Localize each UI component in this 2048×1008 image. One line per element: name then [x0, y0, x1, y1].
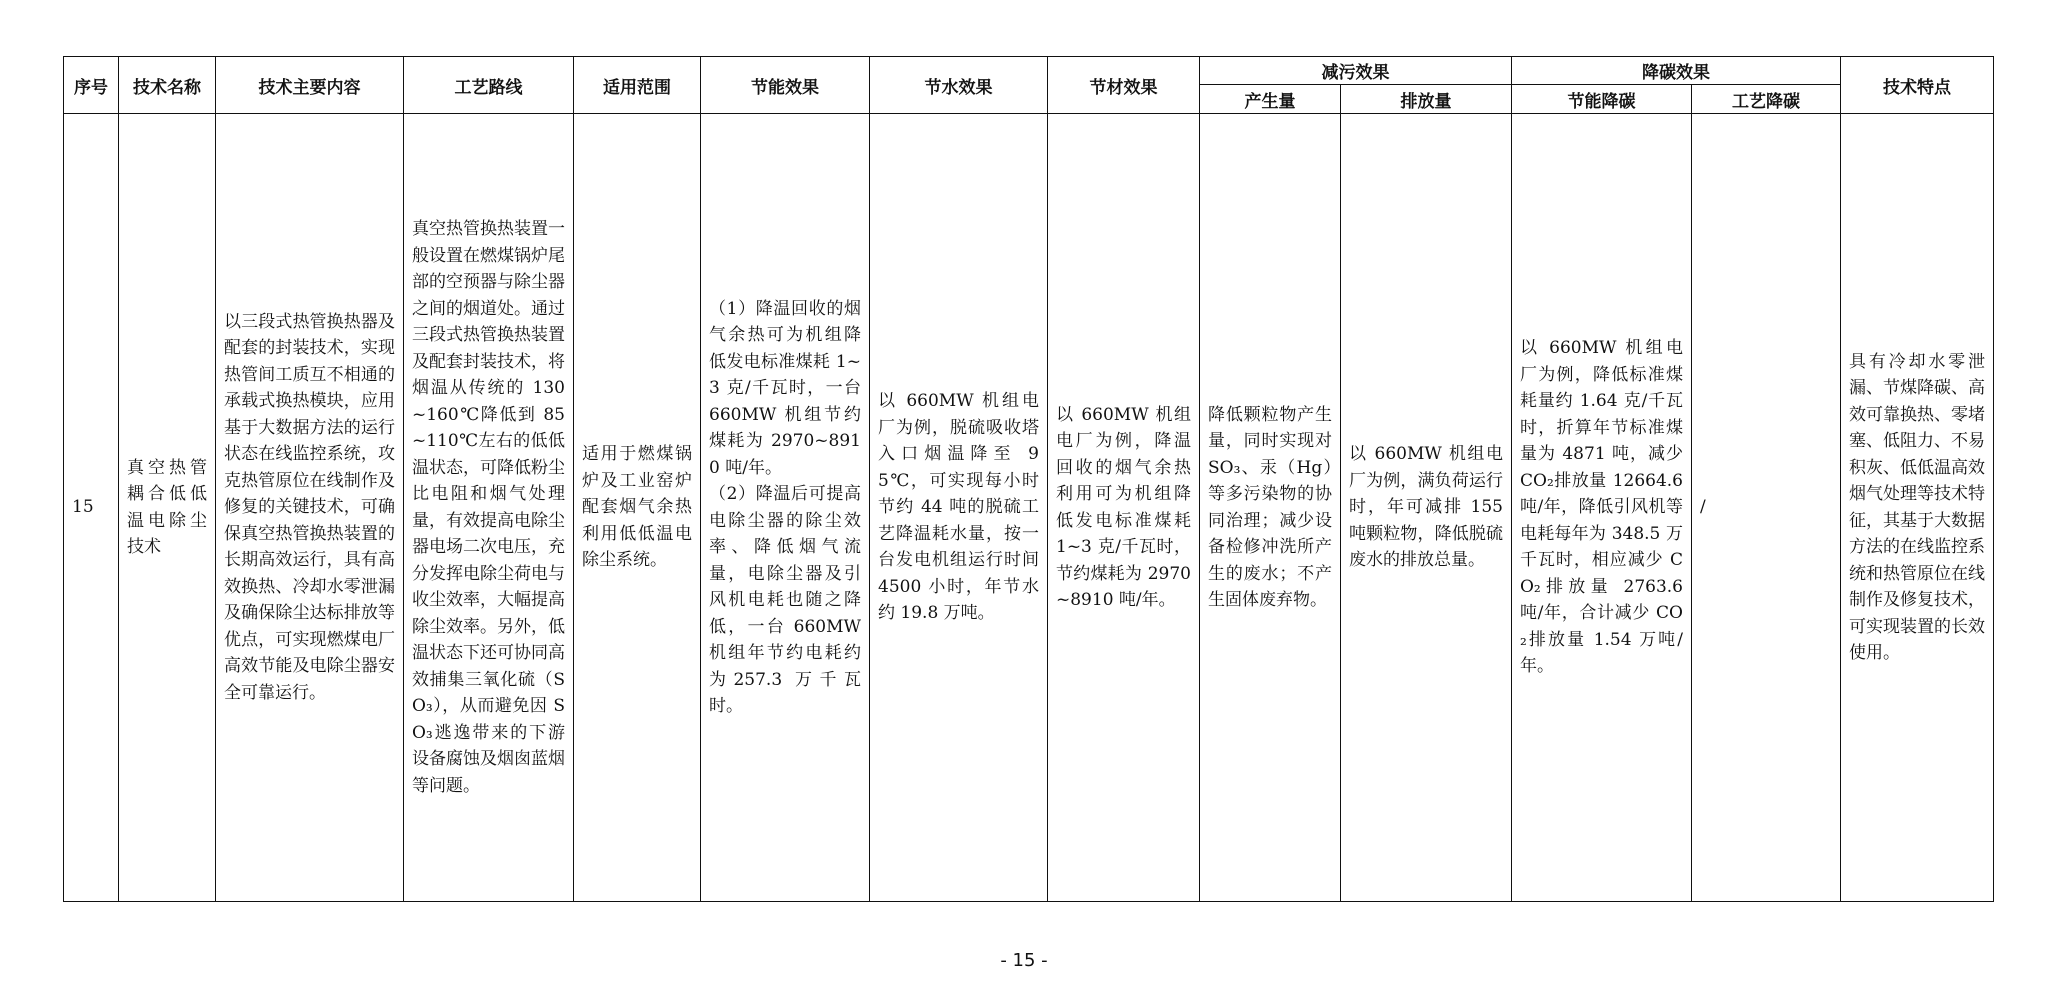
header-carbon-energy: 节能降碳 — [1512, 85, 1692, 114]
energy-saving-paragraph-1: （1）降温回收的烟气余热可为机组降低发电标准煤耗 1~3 克/千瓦时，一台 660MW 机组节约煤耗为 2970~8910 吨/年。 — [709, 298, 861, 478]
cell-carbon-energy: 以 660MW 机组电厂为例，降低标准煤耗量约 1.64 克/千瓦时，折算年节标准煤量为 4871 吨，减少 CO₂排放量 12664.6 吨/年，降低引风机等电耗每年为 348.5 万千瓦时，相应减少 CO₂排放量 2763.6 吨/年，合计减少 CO₂排放量 1.54 万吨/年。 — [1512, 114, 1692, 902]
cell-process-route: 真空热管换热装置一般设置在燃煤锅炉尾部的空预器与除尘器之间的烟道处。通过三段式热管换热装置及配套封装技术，将烟温从传统的 130~160℃降低到 85~110℃左右的低低温状态，可降低粉尘比电阻和烟气处理量，有效提高电除尘器电场二次电压，充分发挥电除尘荷电与收尘效率，大幅提高除尘效率。另外，低温状态下还可协同高效捕集三氧化硫（SO₃），从而避免因 SO₃逃逸带来的下游设备腐蚀及烟囱蓝烟等问题。 — [404, 114, 574, 902]
cell-material-saving: 以 660MW 机组电厂为例，降温回收的烟气余热利用可为机组降低发电标准煤耗 1~3 克/千瓦时，节约煤耗为 2970~8910 吨/年。 — [1048, 114, 1200, 902]
header-carbon-reduction: 降碳效果 — [1512, 57, 1841, 85]
header-tech-name: 技术名称 — [119, 57, 216, 114]
header-carbon-process: 工艺降碳 — [1692, 85, 1841, 114]
header-features: 技术特点 — [1841, 57, 1994, 114]
page-number: - 15 - — [1000, 950, 1048, 971]
header-process-route: 工艺路线 — [404, 57, 574, 114]
energy-saving-paragraph-2: （2）降温后可提高电除尘器的除尘效率、降低烟气流量，电除尘器及引风机电耗也随之降低，一台 660MW 机组年节约电耗约为257.3 万千瓦时。 — [709, 484, 861, 716]
cell-pollution-generated: 降低颗粒物产生量，同时实现对 SO₃、汞（Hg）等多污染物的协同治理；减少设备检修冲洗所产生的废水；不产生固体废弃物。 — [1200, 114, 1341, 902]
header-material-saving: 节材效果 — [1048, 57, 1200, 114]
cell-main-content: 以三段式热管换热器及配套的封装技术，实现热管间工质互不相通的承载式换热模块，应用基于大数据方法的运行状态在线监控系统，攻克热管原位在线制作及修复的关键技术，可确保真空热管换热装置的长期高效运行，具有高效换热、冷却水零泄漏及确保除尘达标排放等优点，可实现燃煤电厂高效节能及电除尘器安全可靠运行。 — [216, 114, 404, 902]
header-serial: 序号 — [64, 57, 119, 114]
cell-energy-saving — [701, 114, 870, 902]
table-row — [64, 114, 1994, 902]
header-pollution-generated: 产生量 — [1200, 85, 1341, 114]
cell-water-saving: 以 660MW 机组电厂为例，脱硫吸收塔入口烟温降至 95℃，可实现每小时节约 44 吨的脱硫工艺降温耗水量，按一台发电机组运行时间 4500 小时，年节水约 19.8 万吨。 — [870, 114, 1048, 902]
header-pollution-emission: 排放量 — [1341, 85, 1512, 114]
cell-scope: 适用于燃煤锅炉及工业窑炉配套烟气余热利用低低温电除尘系统。 — [574, 114, 701, 902]
header-scope: 适用范围 — [574, 57, 701, 114]
cell-tech-name: 真空热管耦合低低温电除尘技术 — [119, 114, 216, 902]
header-water-saving: 节水效果 — [870, 57, 1048, 114]
header-main-content: 技术主要内容 — [216, 57, 404, 114]
cell-carbon-process: / — [1692, 114, 1841, 902]
cell-serial: 15 — [64, 114, 119, 902]
header-energy-saving: 节能效果 — [701, 57, 870, 114]
technology-table — [63, 56, 1994, 902]
header-pollution-reduction: 减污效果 — [1200, 57, 1512, 85]
cell-features: 具有冷却水零泄漏、节煤降碳、高效可靠换热、零堵塞、低阻力、不易积灰、低低温高效烟气处理等技术特征，其基于大数据方法的在线监控系统和热管原位在线制作及修复技术，可实现装置的长效使用。 — [1841, 114, 1994, 902]
cell-pollution-emission: 以 660MW 机组电厂为例，满负荷运行时，年可减排 155 吨颗粒物，降低脱硫废水的排放总量。 — [1341, 114, 1512, 902]
